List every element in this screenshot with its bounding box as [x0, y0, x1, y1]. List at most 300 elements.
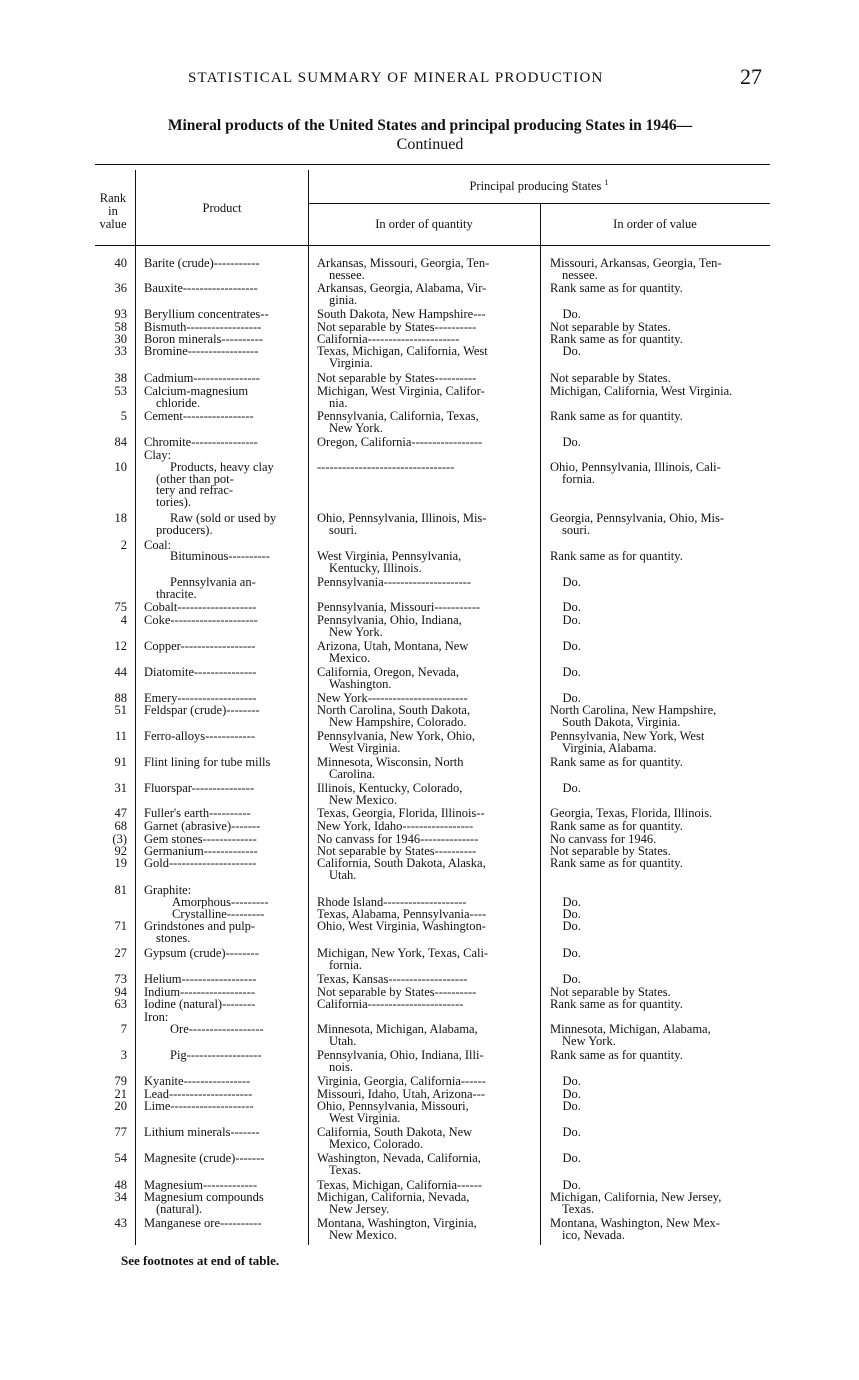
- quantity-states-cell-line: Missouri, Idaho, Utah, Arizona---: [317, 1087, 486, 1101]
- product-cell-line: stones.: [156, 930, 191, 945]
- value-states-cell: [550, 705, 775, 728]
- product-cell-line: Ore------------------: [170, 1022, 264, 1036]
- quantity-states-cell-line: Michigan, New York, Texas, Cali-: [317, 946, 489, 960]
- quantity-states-cell: [317, 667, 539, 690]
- quantity-states-cell: [317, 437, 539, 449]
- product-cell-line: (natural).: [156, 1201, 203, 1216]
- value-states-cell-line: Do.: [550, 1178, 581, 1192]
- quantity-states-cell-line: New Hampshire, Colorado.: [329, 714, 467, 729]
- quantity-states-cell-line: nia.: [329, 395, 348, 410]
- quantity-states-cell-line: Pennsylvania, Missouri-----------: [317, 600, 481, 614]
- value-states-cell-line: Not separable by States.: [550, 844, 671, 858]
- product-cell-line: Grindstones and pulp-: [144, 919, 256, 933]
- value-states-cell-line: Do.: [550, 639, 581, 653]
- product-cell-line: Germanium-------------: [144, 844, 258, 858]
- product-cell-line: Lithium minerals-------: [144, 1125, 260, 1139]
- rank-cell: 48: [114, 1178, 127, 1192]
- product-cell: [144, 1024, 308, 1036]
- quantity-states-cell: [317, 757, 539, 780]
- header-product: Product: [202, 201, 242, 215]
- value-states-cell-line: nessee.: [562, 267, 598, 282]
- rank-cell: 91: [114, 755, 127, 769]
- table-title: [60, 116, 800, 154]
- quantity-states-cell-line: West Virginia, Pennsylvania,: [317, 549, 462, 563]
- quantity-states-cell-line: Mexico.: [329, 650, 371, 665]
- value-states-cell-line: Do.: [550, 972, 581, 986]
- quantity-states-cell: [317, 551, 539, 574]
- rank-cell: 19: [114, 856, 127, 870]
- product-cell: [144, 386, 308, 409]
- product-cell: [144, 1076, 308, 1088]
- product-cell: [144, 1153, 308, 1165]
- quantity-states-cell-line: California, South Dakota, Alaska,: [317, 856, 486, 870]
- quantity-states-cell-line: New York.: [329, 624, 383, 639]
- product-cell: [144, 373, 308, 385]
- product-cell-line: tery and refrac-: [156, 483, 234, 498]
- value-states-cell-line: Do.: [550, 307, 581, 321]
- quantity-states-cell-line: Utah.: [329, 867, 357, 882]
- product-cell-line: Helium------------------: [144, 972, 257, 986]
- quantity-states-cell-line: Texas, Georgia, Florida, Illinois--: [317, 806, 485, 820]
- value-states-cell-line: Montana, Washington, New Mex-: [550, 1216, 720, 1230]
- quantity-states-cell-line: Not separable by States----------: [317, 320, 477, 334]
- product-cell-line: Bituminous----------: [170, 549, 270, 563]
- product-cell: [144, 283, 308, 295]
- value-states-cell-line: Michigan, California, New Jersey,: [550, 1190, 722, 1204]
- rank-cell: 88: [114, 691, 127, 705]
- product-cell-line: Beryllium concentrates--: [144, 307, 269, 321]
- quantity-states-cell: [317, 974, 539, 986]
- value-states-cell: [550, 974, 775, 986]
- table-title-main: Mineral products of the United States and principal producing States in 1946—: [167, 117, 693, 134]
- quantity-states-cell-line: New York------------------------: [317, 691, 468, 705]
- value-states-cell-line: Pennsylvania, New York, West: [550, 729, 705, 743]
- value-states-cell: [550, 921, 775, 933]
- value-states-cell: [550, 909, 775, 921]
- value-states-cell-line: Georgia, Texas, Florida, Illinois.: [550, 806, 713, 820]
- product-cell: [144, 411, 308, 423]
- quantity-states-cell: [317, 602, 539, 614]
- quantity-states-cell-line: nessee.: [329, 267, 365, 282]
- value-states-cell: [550, 551, 775, 563]
- product-cell: [144, 1050, 308, 1062]
- product-cell-line: Calcium-magnesium: [144, 384, 249, 398]
- product-cell: [144, 974, 308, 986]
- quantity-states-cell-line: West Virginia.: [329, 1110, 401, 1125]
- product-cell-line: Bismuth------------------: [144, 320, 262, 334]
- value-states-cell-line: Do.: [550, 600, 581, 614]
- column-divider-quantity: [540, 203, 541, 1245]
- value-states-cell-line: No canvass for 1946.: [550, 832, 657, 846]
- value-states-cell-line: Rank same as for quantity.: [550, 755, 683, 769]
- rank-cell: 34: [114, 1190, 127, 1204]
- rank-cell: 94: [114, 985, 127, 999]
- quantity-states-cell: [317, 462, 539, 474]
- value-states-cell-line: South Dakota, Virginia.: [562, 714, 681, 729]
- value-states-cell: [550, 513, 775, 536]
- quantity-states-cell: [317, 386, 539, 409]
- quantity-states-cell-line: Pennsylvania, Ohio, Indiana, Illi-: [317, 1048, 484, 1062]
- value-states-cell-line: Do.: [550, 1087, 581, 1101]
- value-states-cell-line: fornia.: [562, 471, 595, 486]
- value-states-cell-line: Not separable by States.: [550, 371, 671, 385]
- product-cell-line: Copper------------------: [144, 639, 256, 653]
- value-states-cell-line: Not separable by States.: [550, 320, 671, 334]
- table-title-continued: Continued: [396, 136, 464, 153]
- product-cell: [144, 757, 308, 769]
- quantity-states-cell: [317, 921, 539, 933]
- value-states-cell-line: Do.: [550, 575, 581, 589]
- product-cell-line: Graphite:: [144, 883, 192, 897]
- product-cell-line: Barite (crude)-----------: [144, 256, 260, 270]
- quantity-states-cell-line: Montana, Washington, Virginia,: [317, 1216, 477, 1230]
- value-states-cell-line: Do.: [550, 1125, 581, 1139]
- value-states-cell: [550, 858, 775, 870]
- quantity-states-cell-line: New Mexico.: [329, 1227, 398, 1242]
- product-cell-line: Coke---------------------: [144, 613, 258, 627]
- rank-cell: 5: [120, 409, 127, 423]
- value-states-cell-line: Do.: [550, 946, 581, 960]
- product-cell-line: Ferro-alloys------------: [144, 729, 256, 743]
- value-states-cell: [550, 258, 775, 281]
- rank-cell: 43: [114, 1216, 127, 1230]
- product-cell-line: Fuller's earth----------: [144, 806, 251, 820]
- header-top-rule: [95, 164, 770, 165]
- value-states-cell: [550, 667, 775, 679]
- quantity-states-cell-line: Texas, Michigan, California------: [317, 1178, 483, 1192]
- rank-cell: 2: [120, 538, 127, 552]
- value-states-cell-line: Do.: [550, 1099, 581, 1113]
- product-cell: [144, 808, 308, 820]
- rank-cell: 12: [114, 639, 127, 653]
- value-states-cell: [550, 897, 775, 909]
- quantity-states-cell: [317, 1050, 539, 1073]
- product-cell-line: Magnesium compounds: [144, 1190, 264, 1204]
- value-states-cell-line: Rank same as for quantity.: [550, 997, 683, 1011]
- product-cell: [144, 1218, 308, 1230]
- rank-cell: 27: [114, 946, 127, 960]
- product-cell: [144, 999, 308, 1011]
- quantity-states-cell: [317, 1024, 539, 1047]
- rank-cell: 73: [114, 972, 127, 986]
- quantity-states-cell-line: Utah.: [329, 1033, 357, 1048]
- quantity-states-cell-line: Minnesota, Wisconsin, North: [317, 755, 464, 769]
- product-cell: [144, 577, 308, 600]
- quantity-states-cell: [317, 1101, 539, 1124]
- value-states-cell: [550, 1089, 775, 1101]
- product-cell: [144, 783, 308, 795]
- rank-cell: 54: [114, 1151, 127, 1165]
- quantity-states-cell-line: Carolina.: [329, 766, 376, 781]
- quantity-states-cell: [317, 258, 539, 281]
- product-cell-line: Flint lining for tube mills: [144, 755, 271, 769]
- value-states-cell-line: Ohio, Pennsylvania, Illinois, Cali-: [550, 460, 721, 474]
- product-cell: [144, 667, 308, 679]
- quantity-states-cell-line: Pennsylvania, California, Texas,: [317, 409, 479, 423]
- header-rank-line: value: [99, 217, 127, 231]
- product-cell-line: Coal:: [144, 538, 172, 552]
- quantity-states-cell-line: ---------------------------------: [317, 460, 455, 474]
- product-cell: [144, 346, 308, 358]
- product-cell-line: Iron:: [144, 1010, 169, 1024]
- quantity-states-cell-line: Arizona, Utah, Montana, New: [317, 639, 469, 653]
- value-states-cell-line: Rank same as for quantity.: [550, 1048, 683, 1062]
- header-bottom-rule: [95, 245, 770, 246]
- quantity-states-cell-line: South Dakota, New Hampshire---: [317, 307, 486, 321]
- quantity-states-cell: [317, 1192, 539, 1215]
- quantity-states-cell: [317, 808, 539, 820]
- rank-cell: 58: [114, 320, 127, 334]
- product-cell: [144, 462, 308, 508]
- product-cell: [144, 921, 308, 944]
- value-states-cell-line: Do.: [550, 919, 581, 933]
- value-states-cell: [550, 783, 775, 795]
- value-states-cell: [550, 821, 775, 833]
- quantity-states-cell-line: New York, Idaho-----------------: [317, 819, 474, 833]
- product-cell: [144, 1192, 308, 1215]
- value-states-cell-line: Michigan, California, West Virginia.: [550, 384, 733, 398]
- rank-cell: 36: [114, 281, 127, 295]
- value-states-cell: [550, 615, 775, 627]
- value-states-cell: [550, 1127, 775, 1139]
- header-principal-states-label: Principal producing States: [469, 179, 602, 193]
- quantity-states-cell: [317, 283, 539, 306]
- product-cell: [144, 1101, 308, 1113]
- value-states-cell: [550, 602, 775, 614]
- product-cell-line: Feldspar (crude)--------: [144, 703, 260, 717]
- quantity-states-cell-line: souri.: [329, 522, 358, 537]
- quantity-states-cell-line: Oregon, California-----------------: [317, 435, 483, 449]
- quantity-states-cell: [317, 577, 539, 589]
- product-cell-line: Crystalline---------: [172, 907, 265, 921]
- value-states-cell-line: Georgia, Pennsylvania, Ohio, Mis-: [550, 511, 725, 525]
- value-states-cell-line: Rank same as for quantity.: [550, 856, 683, 870]
- quantity-states-cell: [317, 783, 539, 806]
- value-states-cell: [550, 1192, 775, 1215]
- product-cell: [144, 513, 308, 536]
- quantity-states-cell: [317, 641, 539, 664]
- product-cell-line: Cobalt-------------------: [144, 600, 257, 614]
- value-states-cell-line: Do.: [550, 1074, 581, 1088]
- quantity-states-cell-line: Not separable by States----------: [317, 844, 477, 858]
- product-cell-line: Bromine-----------------: [144, 344, 259, 358]
- quantity-states-cell-line: Pennsylvania, New York, Ohio,: [317, 729, 475, 743]
- product-cell: [144, 258, 308, 270]
- value-states-cell-line: Do.: [550, 781, 581, 795]
- rank-cell: 20: [114, 1099, 127, 1113]
- product-cell-line: producers).: [156, 522, 213, 537]
- quantity-states-cell-line: Mexico, Colorado.: [329, 1136, 424, 1151]
- value-states-cell-line: Missouri, Arkansas, Georgia, Ten-: [550, 256, 722, 270]
- rank-cell: 81: [114, 883, 127, 897]
- product-cell-line: (other than pot-: [156, 471, 234, 486]
- rank-cell: 33: [114, 344, 127, 358]
- value-states-cell-line: Virginia, Alabama.: [562, 740, 657, 755]
- quantity-states-cell-line: Michigan, West Virginia, Califor-: [317, 384, 485, 398]
- value-states-cell-line: Rank same as for quantity.: [550, 819, 683, 833]
- quantity-states-cell-line: California, Oregon, Nevada,: [317, 665, 459, 679]
- value-states-cell-line: Rank same as for quantity.: [550, 549, 683, 563]
- value-states-cell: [550, 334, 775, 346]
- product-cell-line: Gold---------------------: [144, 856, 257, 870]
- rank-cell: 84: [114, 435, 127, 449]
- quantity-states-cell: [317, 411, 539, 434]
- quantity-states-cell-line: Ohio, Pennsylvania, Missouri,: [317, 1099, 469, 1113]
- rank-cell: 47: [114, 806, 127, 820]
- value-states-cell-line: Do.: [550, 691, 581, 705]
- value-states-cell: [550, 577, 775, 589]
- value-states-cell: [550, 411, 775, 423]
- value-states-cell: [550, 948, 775, 960]
- value-states-cell-line: Rank same as for quantity.: [550, 332, 683, 346]
- product-cell: [144, 731, 308, 743]
- footnote-reference: See footnotes at end of table.: [121, 1253, 280, 1268]
- rank-cell: 21: [114, 1087, 127, 1101]
- rank-cell: 92: [114, 844, 127, 858]
- product-cell: [144, 309, 308, 321]
- quantity-states-cell-line: California-----------------------: [317, 997, 464, 1011]
- quantity-states-cell-line: Michigan, California, Nevada,: [317, 1190, 470, 1204]
- value-states-cell: [550, 1153, 775, 1165]
- rank-cell: 4: [120, 613, 127, 627]
- product-cell: [144, 551, 308, 563]
- product-cell-line: thracite.: [156, 586, 197, 601]
- value-states-cell: [550, 641, 775, 653]
- quantity-states-cell: [317, 615, 539, 638]
- quantity-states-cell-line: Not separable by States----------: [317, 371, 477, 385]
- header-subgroup-rule: [308, 203, 770, 204]
- quantity-states-cell-line: Pennsylvania---------------------: [317, 575, 472, 589]
- value-states-cell-line: North Carolina, New Hampshire,: [550, 703, 717, 717]
- quantity-states-cell-line: Ohio, West Virginia, Washington-: [317, 919, 486, 933]
- value-states-cell: [550, 1218, 775, 1241]
- product-cell: [144, 858, 308, 870]
- rank-cell: 68: [114, 819, 127, 833]
- value-states-cell-line: Do.: [550, 1151, 581, 1165]
- product-cell: [144, 948, 308, 960]
- quantity-states-cell-line: fornia.: [329, 957, 362, 972]
- quantity-states-cell-line: Illinois, Kentucky, Colorado,: [317, 781, 463, 795]
- product-cell-line: Fluorspar---------------: [144, 781, 255, 795]
- quantity-states-cell-line: No canvass for 1946--------------: [317, 832, 479, 846]
- product-cell-line: Kyanite----------------: [144, 1074, 251, 1088]
- quantity-states-cell-line: Kentucky, Illinois.: [329, 560, 422, 575]
- quantity-states-cell-line: Texas.: [329, 1162, 362, 1177]
- rank-cell: 7: [120, 1022, 127, 1036]
- quantity-states-cell-line: Washington, Nevada, California,: [317, 1151, 481, 1165]
- value-states-cell-line: Do.: [550, 344, 581, 358]
- product-cell: [144, 437, 308, 449]
- value-states-cell-line: Rank same as for quantity.: [550, 281, 683, 295]
- product-cell-line: Boron minerals----------: [144, 332, 264, 346]
- product-cell-line: tories).: [156, 494, 192, 509]
- quantity-states-cell: [317, 948, 539, 971]
- product-cell-line: Iodine (natural)--------: [144, 997, 256, 1011]
- value-states-cell: [550, 1024, 775, 1047]
- quantity-states-cell: [317, 309, 539, 321]
- product-cell-line: Bauxite------------------: [144, 281, 258, 295]
- value-states-cell: [550, 346, 775, 358]
- product-cell-line: Gem stones-------------: [144, 832, 257, 846]
- value-states-cell-line: New York.: [562, 1033, 616, 1048]
- product-cell-line: Cement-----------------: [144, 409, 254, 423]
- quantity-states-cell: [317, 513, 539, 536]
- quantity-states-cell-line: Rhode Island--------------------: [317, 895, 467, 909]
- quantity-states-cell-line: Texas, Kansas-------------------: [317, 972, 468, 986]
- page-number: 27: [740, 64, 762, 89]
- rank-cell: 11: [114, 729, 127, 743]
- quantity-states-cell: [317, 858, 539, 881]
- quantity-states-cell-line: Texas, Alabama, Pennsylvania----: [317, 907, 487, 921]
- quantity-states-cell: [317, 1218, 539, 1241]
- rank-cell: 75: [114, 600, 127, 614]
- quantity-states-cell-line: West Virginia.: [329, 740, 401, 755]
- value-states-cell-line: Do.: [550, 895, 581, 909]
- value-states-cell-line: Rank same as for quantity.: [550, 409, 683, 423]
- product-cell-line: Clay:: [144, 448, 172, 462]
- product-cell-line: Indium------------------: [144, 985, 256, 999]
- value-states-cell-line: souri.: [562, 522, 591, 537]
- quantity-states-cell-line: Arkansas, Georgia, Alabama, Vir-: [317, 281, 487, 295]
- product-cell-line: Emery-------------------: [144, 691, 257, 705]
- quantity-states-cell-line: ginia.: [329, 292, 358, 307]
- value-states-cell: [550, 999, 775, 1011]
- rank-cell: 53: [114, 384, 127, 398]
- quantity-states-cell-line: California----------------------: [317, 332, 460, 346]
- running-head: STATISTICAL SUMMARY OF MINERAL PRODUCTION: [188, 70, 604, 86]
- product-cell-line: Gypsum (crude)--------: [144, 946, 259, 960]
- header-principal-states: [308, 177, 770, 193]
- product-cell-line: Amorphous---------: [172, 895, 269, 909]
- value-states-cell-line: Texas.: [562, 1201, 595, 1216]
- quantity-states-cell-line: Arkansas, Missouri, Georgia, Ten-: [317, 256, 490, 270]
- quantity-states-cell: [317, 999, 539, 1011]
- value-states-cell-line: Not separable by States.: [550, 985, 671, 999]
- value-states-cell: [550, 462, 775, 485]
- quantity-states-cell: [317, 1153, 539, 1176]
- quantity-states-cell: [317, 821, 539, 833]
- value-states-cell: [550, 1101, 775, 1113]
- product-cell-line: Pennsylvania an-: [170, 575, 256, 589]
- quantity-states-cell-line: Ohio, Pennsylvania, Illinois, Mis-: [317, 511, 487, 525]
- value-states-cell: [550, 1050, 775, 1062]
- quantity-states-cell: [317, 373, 539, 385]
- quantity-states-cell-line: Virginia, Georgia, California------: [317, 1074, 486, 1088]
- value-states-cell: [550, 373, 775, 385]
- product-cell-line: Magnesite (crude)-------: [144, 1151, 265, 1165]
- header-order-value: In order of value: [613, 217, 697, 231]
- product-cell-line: chloride.: [156, 395, 201, 410]
- product-cell-line: Magnesium-------------: [144, 1178, 258, 1192]
- value-states-cell: [550, 808, 775, 820]
- rank-cell: 38: [114, 371, 127, 385]
- product-cell-line: Products, heavy clay: [170, 460, 274, 474]
- value-states-cell-line: Minnesota, Michigan, Alabama,: [550, 1022, 711, 1036]
- value-states-cell-line: ico, Nevada.: [562, 1227, 625, 1242]
- value-states-cell: [550, 386, 775, 398]
- product-cell-line: Cadmium----------------: [144, 371, 260, 385]
- quantity-states-cell-line: Virginia.: [329, 355, 373, 370]
- rank-cell: 44: [114, 665, 127, 679]
- rank-cell: 40: [114, 256, 127, 270]
- header-rank-line: in: [108, 204, 118, 218]
- product-cell: [144, 615, 308, 627]
- product-cell: [144, 705, 308, 717]
- rank-cell: 71: [114, 919, 127, 933]
- rank-cell: 63: [114, 997, 127, 1011]
- rank-cell: 31: [114, 781, 127, 795]
- value-states-cell: [550, 731, 775, 754]
